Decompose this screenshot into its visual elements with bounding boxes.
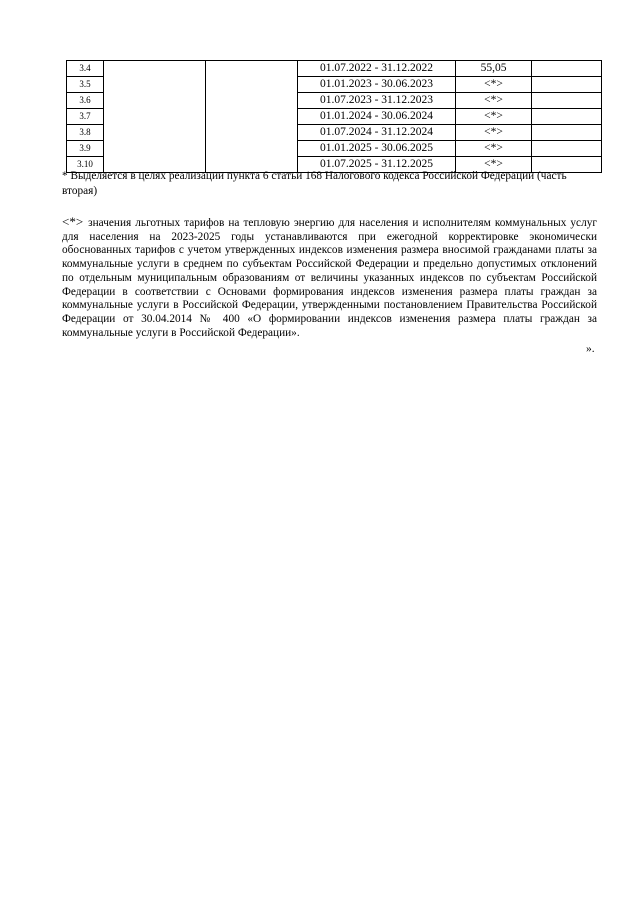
tariff-value-cell: <*> [456, 109, 532, 125]
row-number-cell: 3.6 [67, 93, 104, 109]
row-number-cell: 3.9 [67, 141, 104, 157]
row-number-cell: 3.5 [67, 77, 104, 93]
note-text: значения льготных тарифов на тепловую энергию для населения и исполнителям коммунальных услуг для населения на 2023-2025 годы устанавливаются при ежегодной корректировке экономически обоснованных тарифов с учетом утвержденных индексов изменения размера вносимой гражданами платы за коммунальные услуги в среднем по субъектам Российской Федерации и предельно допустимых отклонений по отдельным муниципальным образованиям от величины указанных индексов по субъектам Российской Федерации в соответствии с Основами формирования индексов изменения размера платы граждан за коммунальные услуги в Российской Федерации, утвержденными постановлением Правительства Российской Федерации от 30.04.2014 № 400 «О формировании индексов изменения размера платы граждан за коммунальные услуги в Российской Федерации». [62, 217, 597, 339]
blank-cell [104, 61, 206, 77]
row-number-cell: 3.7 [67, 109, 104, 125]
table-row [67, 109, 602, 125]
period-cell: 01.07.2025 - 31.12.2025 [298, 157, 456, 173]
blank-cell [206, 61, 298, 77]
period-cell: 01.01.2023 - 30.06.2023 [298, 77, 456, 93]
blank-cell [104, 141, 206, 157]
period-cell: 01.01.2024 - 30.06.2024 [298, 109, 456, 125]
tariff-value-cell: <*> [456, 93, 532, 109]
table-row [67, 77, 602, 93]
row-number-cell: 3.4 [67, 61, 104, 77]
table-row [67, 93, 602, 109]
table-row [67, 125, 602, 141]
blank-cell [206, 93, 298, 109]
period-cell: 01.07.2024 - 31.12.2024 [298, 125, 456, 141]
period-cell: 01.07.2023 - 31.12.2023 [298, 93, 456, 109]
row-number-cell: 3.8 [67, 125, 104, 141]
blank-cell [104, 109, 206, 125]
period-cell: 01.01.2025 - 30.06.2025 [298, 141, 456, 157]
row-number-cell: 3.10 [67, 157, 104, 173]
empty-cell [532, 61, 602, 77]
empty-cell [532, 125, 602, 141]
tariff-note-paragraph [62, 215, 597, 340]
tariff-value-cell: <*> [456, 141, 532, 157]
blank-cell [206, 125, 298, 141]
tariff-table-body [67, 61, 602, 173]
tariff-value-cell: 55,05 [456, 61, 532, 77]
tariff-value-cell: <*> [456, 157, 532, 173]
tariff-table [66, 60, 602, 173]
tariff-value-cell: <*> [456, 125, 532, 141]
blank-cell [206, 77, 298, 93]
blank-cell [104, 125, 206, 141]
note-marker: <*> [62, 214, 84, 229]
empty-cell [532, 77, 602, 93]
empty-cell [532, 93, 602, 109]
blank-cell [206, 141, 298, 157]
table-row [67, 61, 602, 77]
empty-cell [532, 109, 602, 125]
closing-quote: ». [586, 343, 595, 355]
blank-cell [206, 109, 298, 125]
blank-cell [104, 93, 206, 109]
blank-cell [104, 77, 206, 93]
tariff-value-cell: <*> [456, 77, 532, 93]
period-cell: 01.07.2022 - 31.12.2022 [298, 61, 456, 77]
table-row [67, 141, 602, 157]
empty-cell [532, 141, 602, 157]
tax-footnote: * Выделяется в целях реализации пункта 6 статьи 168 Налогового кодекса Российской Федерации (часть вторая) [62, 170, 567, 197]
